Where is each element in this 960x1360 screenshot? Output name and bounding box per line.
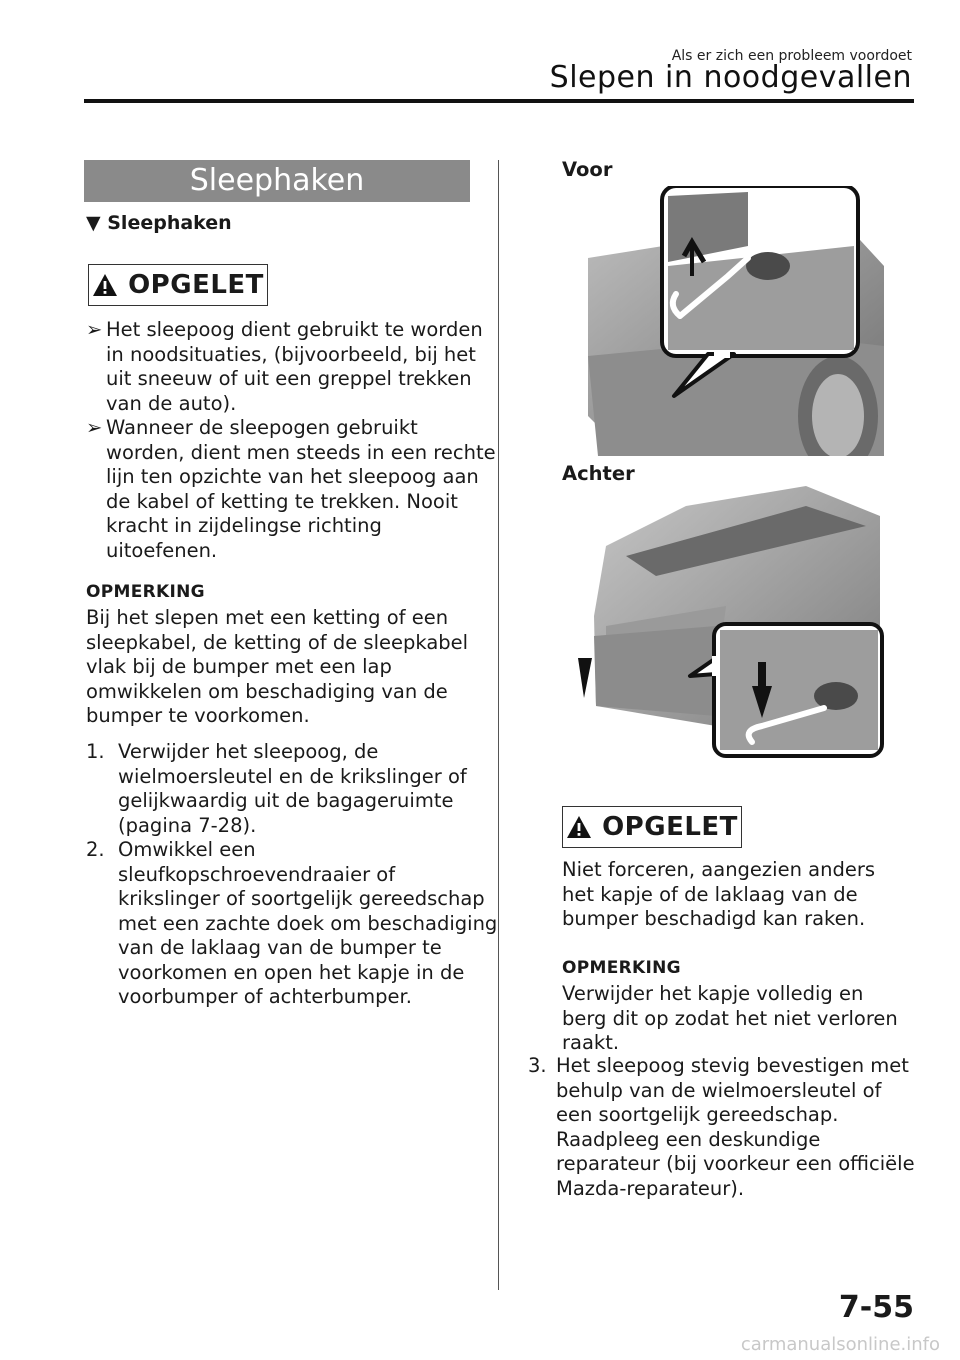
note-text: Verwijder het kapje volledig en berg dit op zodat het niet verloren raakt.: [562, 982, 898, 1054]
caution-bullet: [86, 416, 498, 563]
column-divider: [498, 160, 499, 1290]
warning-icon: [566, 815, 592, 839]
warning-icon: [92, 273, 118, 297]
caution-label: OPGELET: [602, 812, 738, 842]
section-title: Sleephaken: [84, 160, 470, 202]
step-text-secondary: Raadpleeg een deskundige reparateur (bij voorkeur een officiële Mazda-reparateur).: [556, 1127, 915, 1200]
step-text: Verwijder het sleepoog, de wielmoersleutel en de krikslinger of gelijkwaardig uit de bagageruimte (pagina 7-28).: [118, 740, 467, 837]
step-item: [86, 838, 498, 1010]
rear-bumper-illustration: [566, 486, 884, 764]
figure-label-rear: Achter: [562, 462, 635, 485]
footer-watermark: carmanualsonline.info: [740, 1334, 940, 1355]
triangle-marker-icon: ▼: [86, 212, 101, 234]
bullet-text: Het sleepoog dient gebruikt te worden in noodsituaties, (bijvoorbeeld, bij het uit sneeuw of uit een greppel trekken van de auto).: [106, 318, 483, 415]
caution-box: [88, 264, 268, 306]
subheading: [86, 212, 232, 234]
note-heading: OPMERKING: [86, 582, 205, 602]
caution-text: Niet forceren, aangezien anders het kapje of de laklaag van de bumper beschadigd kan raken.: [562, 858, 875, 930]
step-item: [86, 740, 498, 838]
step-number: 2.: [86, 838, 105, 861]
page-number: 7-55: [838, 1290, 914, 1325]
step-item: [524, 1054, 916, 1201]
caution-label: OPGELET: [128, 270, 264, 300]
figure-label-front: Voor: [562, 158, 613, 181]
arrow-bullet-icon: ➢: [86, 318, 103, 341]
subheading-text: Sleephaken: [107, 212, 232, 234]
step-number: 3.: [528, 1054, 547, 1077]
note-heading: OPMERKING: [562, 958, 681, 978]
step-number: 1.: [86, 740, 105, 763]
page-title: Slepen in noodgevallen: [549, 60, 912, 95]
step-text: Omwikkel een sleufkopschroevendraaier of krikslinger of soortgelijk gereedschap met een zachte doek om beschadiging van de laklaag van de bumper te voorkomen en open het kapje in de voorbumper of achterbumper.: [118, 838, 498, 1008]
chapter-title: Als er zich een probleem voordoet: [671, 48, 912, 64]
front-bumper-illustration: [588, 186, 884, 456]
step-text: Het sleepoog stevig bevestigen met behulp van de wielmoersleutel of een soortgelijk gereedschap.: [556, 1054, 909, 1126]
arrow-bullet-icon: ➢: [86, 416, 103, 439]
note-text: Bij het slepen met een ketting of een sleepkabel, de ketting of de sleepkabel vlak bij de bumper met een lap omwikkelen om beschadiging van de bumper te voorkomen.: [86, 606, 469, 727]
bullet-text: Wanneer de sleepogen gebruikt worden, dient men steeds in een rechte lijn ten opzichte van het sleepoog aan de kabel of ketting te trekken. Nooit kracht in zijdelingse richting uitoefenen.: [106, 416, 496, 562]
caution-bullet: [86, 318, 498, 416]
caution-box: [562, 806, 742, 848]
header-rule: [84, 99, 914, 103]
